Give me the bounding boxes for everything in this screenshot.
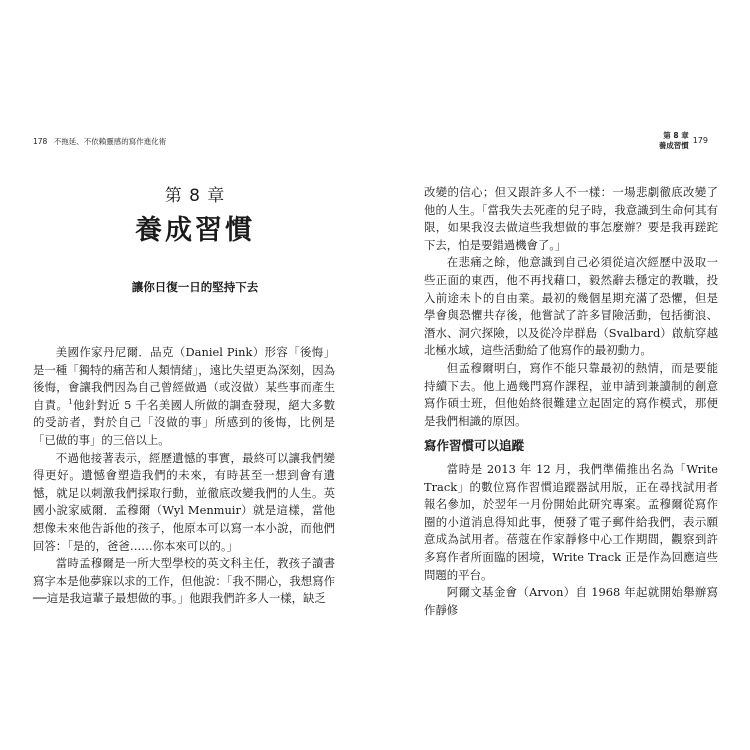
body-paragraph: 阿爾文基金會（Arvon）自 1968 年起就開始舉辦寫作靜修 <box>424 585 718 617</box>
left-running-head <box>33 137 166 147</box>
right-page-body-top <box>424 184 718 430</box>
chapter-subtitle: 讓你日復一日的堅持下去 <box>131 280 259 294</box>
right-running-head-title: 養成習慣 <box>658 141 689 150</box>
chapter-number: 第 8 章 <box>164 186 226 206</box>
chapter-title: 養成習慣 <box>135 215 255 246</box>
body-paragraph: 不過他接著表示，經歷遺憾的事實，最終可以讓我們變得更好。遺憾會塑造我們的未來，有時甚至一想到會有遺憾，就足以刺激我們採取行動，並徹底改變我們的人生。英國小說家威爾．孟穆爾（Wyl Menmuir）就是這樣，當他想像未來他告訴他的孩子，他原本可以寫一本小說，而他們回答：「是的，爸爸……你本來可以的。」 <box>33 450 335 553</box>
body-paragraph: 當時孟穆爾是一所大型學校的英文科主任，教孩子讀書寫字本是他夢寐以求的工作，但他說：「我不開心，我想寫作──這是我這輩子最想做的事。」他跟我們許多人一樣，缺乏 <box>33 556 335 606</box>
body-paragraph: 當時是 2013 年 12 月，我們準備推出名為「Write Track」的數位寫作習慣追蹤器試用版，正在尋找試用者報名參加，於翌年一月份開始此研究專案。孟穆爾從寫作圈的小道消息得知此事，便發了電子郵件給我們，表示願意成為試用者。蓓蔻在作家靜修中心工作期間，觀察到許多寫作者所面臨的困境，Write Track 正是作為回應這些問題的平台。 <box>424 462 718 582</box>
section-heading: 寫作習慣可以追蹤 <box>424 438 525 453</box>
left-running-head-title: 不拖延、不依賴靈感的寫作進化術 <box>53 137 167 146</box>
body-paragraph: 改變的信心；但又跟許多人不一樣：一場悲劇徹底改變了他的人生。「當我失去死產的兒子時，我意識到生命何其有限，如果我沒去做這些我想做的事怎麼辦？要是我再蹉跎下去，怕是要錯過機會了。」 <box>424 185 718 252</box>
right-page-number: 179 <box>692 136 708 145</box>
left-page-number: 178 <box>33 137 48 146</box>
body-paragraph: 但孟穆爾明白，寫作不能只靠最初的熱情，而是要能持續下去。他上過幾門寫作課程，並申請到兼讀制的創意寫作碩士班，但他始終很難建立起固定的寫作模式，那便是我們相識的原因。 <box>424 360 718 428</box>
right-running-head <box>659 131 708 151</box>
footnote-marker: 1 <box>68 397 73 406</box>
body-paragraph: 在悲痛之餘，他意識到自己必須從這次經歷中汲取一些正面的東西，他不再找藉口，毅然辭去穩定的教職，投入前途未卜的自由業。最初的幾個星期充滿了恐懼，但是學會與恐懼共存後，他嘗試了許多冒險活動，包括衝浪、潛水、洞穴探險，以及從冷岸群島（Svalbard）啟航穿越北極水域，這些活動給了他寫作的最初動力。 <box>424 255 718 358</box>
right-running-head-chapter: 第 8 章 <box>663 131 689 140</box>
right-page-body-bottom <box>424 461 718 619</box>
body-paragraph: 美國作家丹尼爾．品克（Daniel Pink）形容「後悔」是一種「獨特的痛苦和人類情緒」，遠比失望更為深刻，因為後悔，會讓我們因為自己曾經做過（或沒做）某些事而產生自責。$^1$他針對近 5 千名美國人所做的調查發現，絕大多數的受訪者，對於自己「沒做的事」所感到的後悔，比例是「已做的事」的三倍以上。 <box>33 345 335 447</box>
left-page-body <box>33 344 335 608</box>
